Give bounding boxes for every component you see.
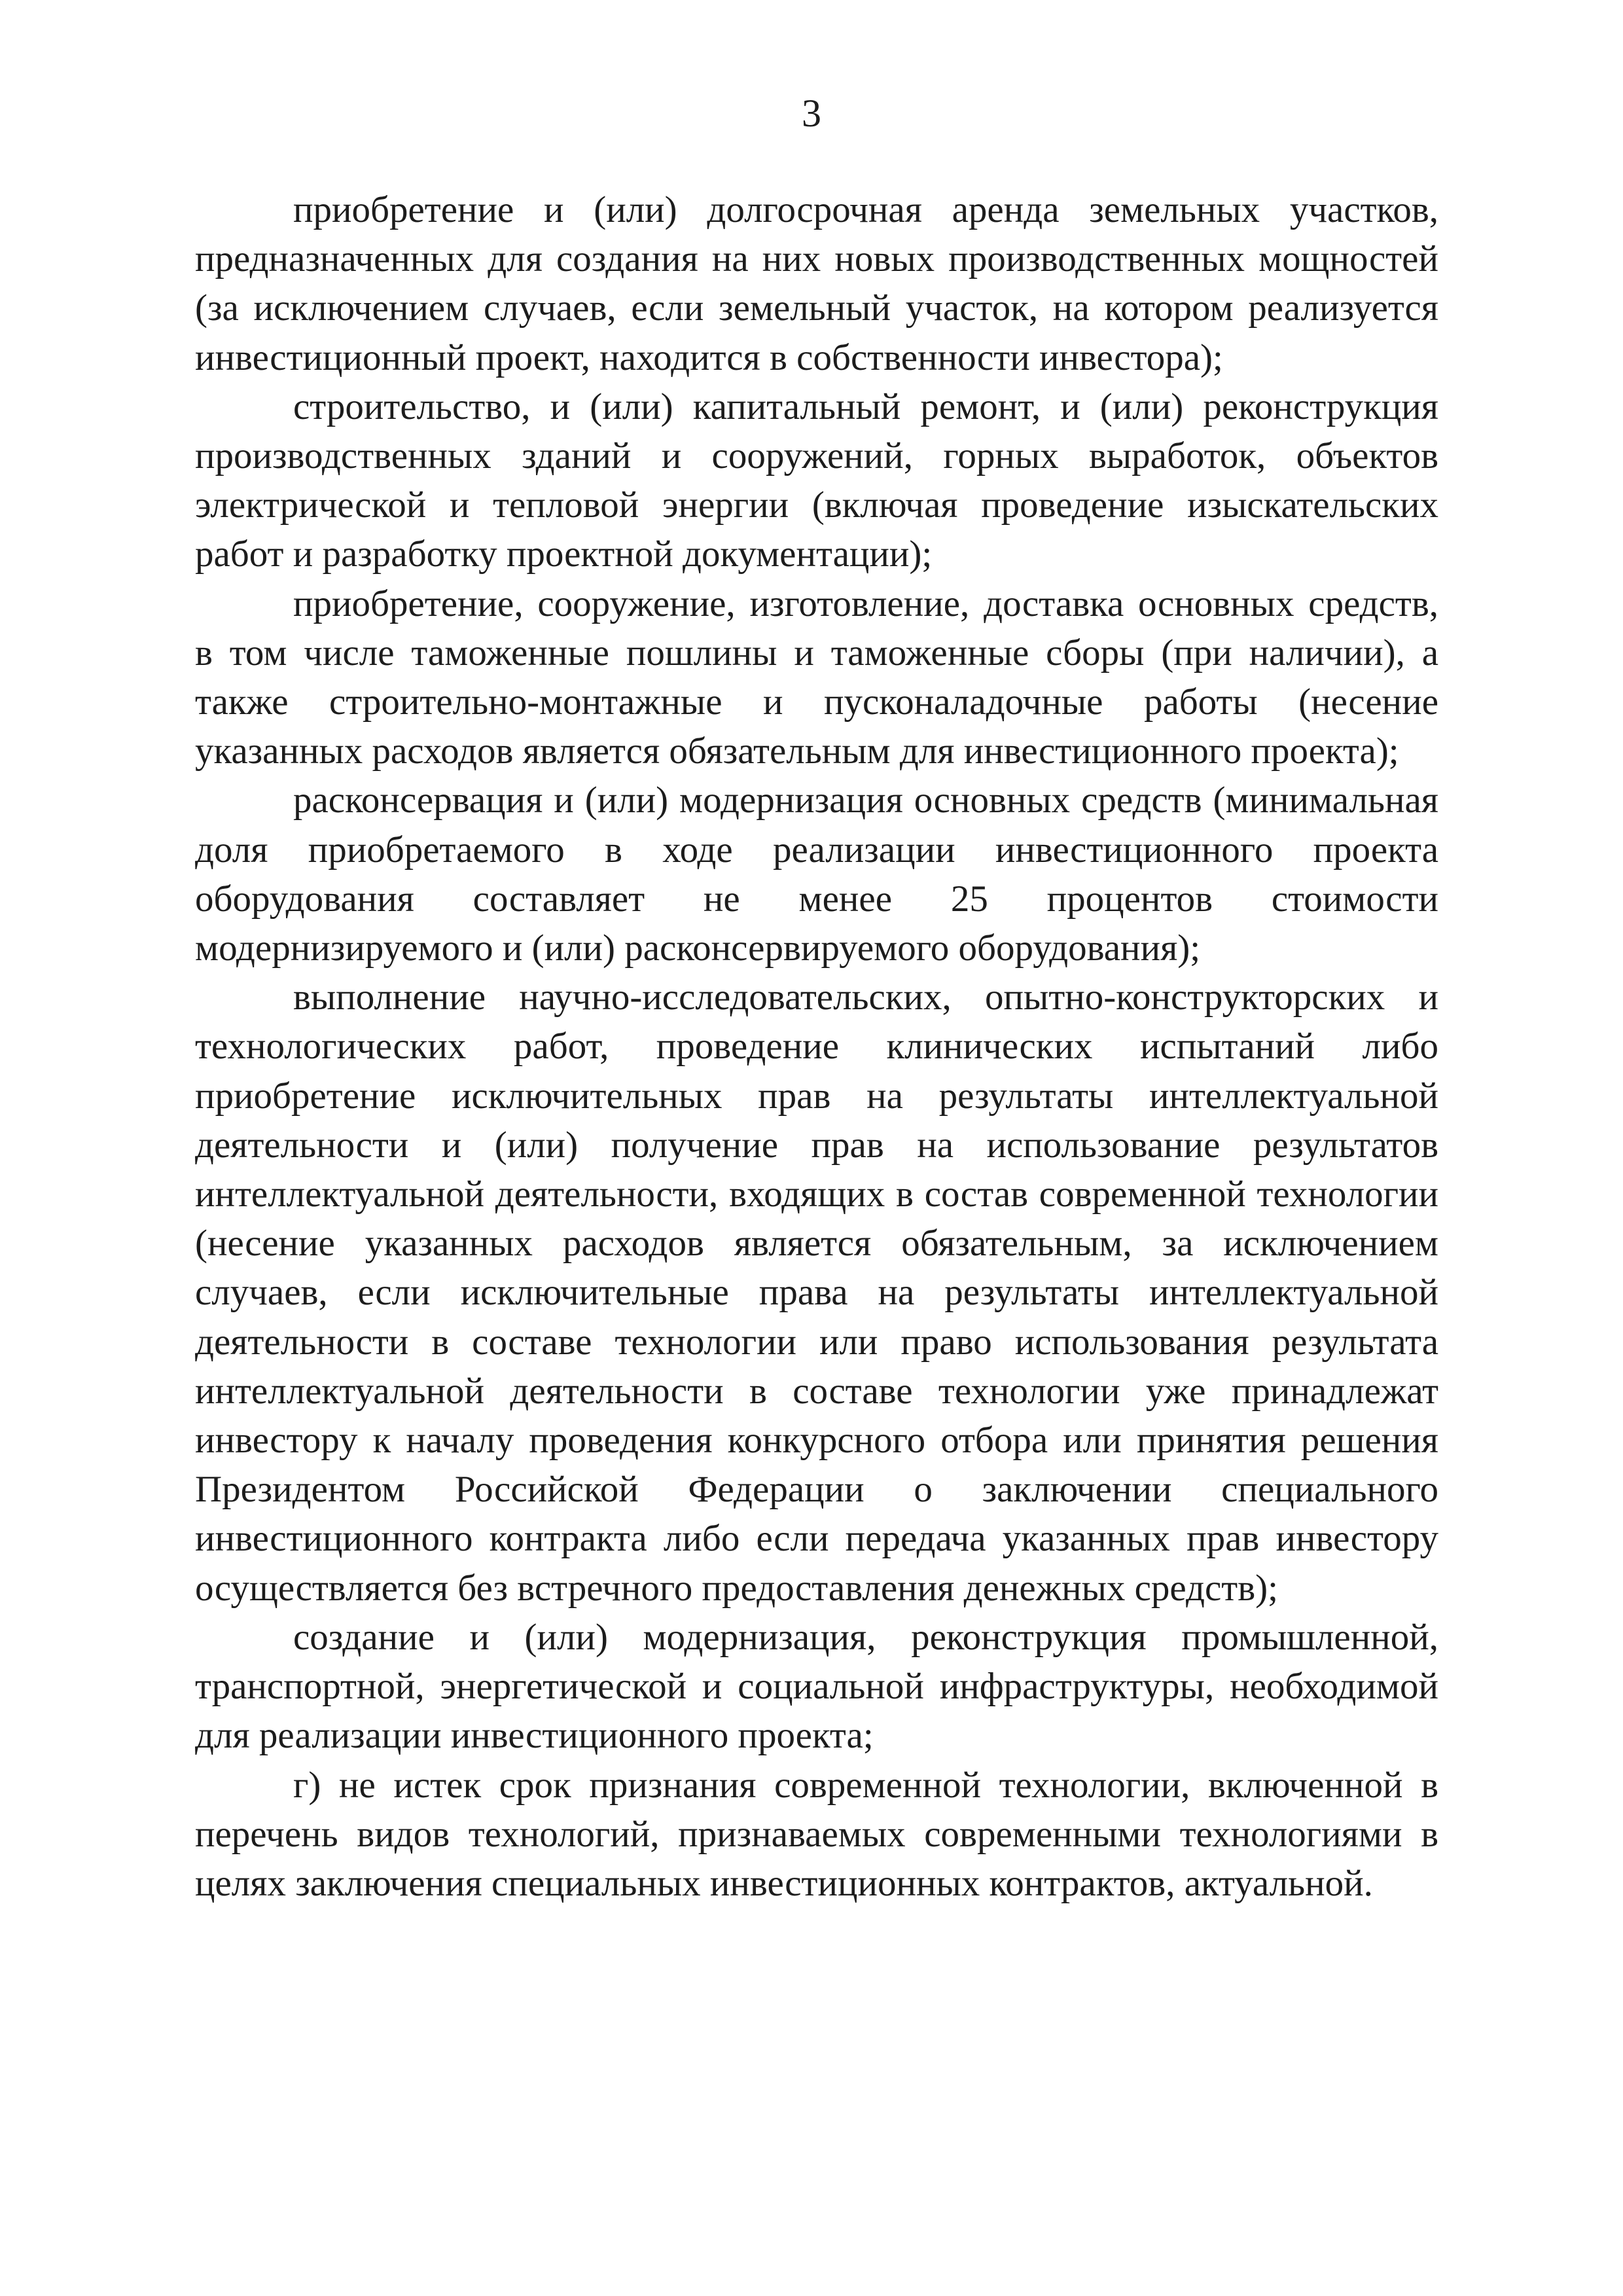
paragraph-technology-term: г) не истек срок признания современной технологии, включенной в перечень видов технологий, признаваемых современными технологиями в целях заключения специальных инвестиционных контрактов, актуальной. [195,1764,1438,1904]
paragraph-research-works: выполнение научно-исследовательских, опытно-конструкторских и технологических работ, проведение клинических испытаний либо приобретение исключительных прав на результаты интеллектуальной деятельности и (или) получение прав на использование результатов интеллектуальной деятельности, входящих в состав современной технологии (несение указанных расходов является обязательным, за исключением случаев, если исключительные права на результаты интеллектуальной деятельности в составе технологии или право использования результата интеллектуальной деятельности в составе технологии уже принадлежат инвестору к началу проведения конкурсного отбора или принятия решения Президентом Российской Федерации о заключении специального инвестиционного контракта либо если передача указанных прав инвестору осуществляется без встречного предоставления денежных средств); [195,977,1438,1609]
paragraph-modernization: расконсервация и (или) модернизация основных средств (минимальная доля приобретаемого в ходе реализации инвестиционного проекта оборудования составляет не менее 25 процентов стоимости модернизируемого и (или) расконсервируемого оборудования); [195,780,1438,969]
paragraph-infrastructure: создание и (или) модернизация, реконструкция промышленной, транспортной, энергетической и социальной инфраструктуры, необходимой для реализации инвестиционного проекта; [195,1616,1438,1757]
paragraph-fixed-assets: приобретение, сооружение, изготовление, доставка основных средств, в том числе таможенные пошлины и таможенные сборы (при наличии), а также строительно-монтажные и пусконаладочные работы (несение указанных расходов является обязательным для инвестиционного проекта); [195,583,1438,772]
paragraph-land-acquisition: приобретение и (или) долгосрочная аренда земельных участков, предназначенных для создания на них новых производственных мощностей (за исключением случаев, если земельный участок, на котором реализуется инвестиционный проект, находится в собственности инвестора); [195,189,1438,378]
document-body [195,185,1438,1908]
paragraph-construction: строительство, и (или) капитальный ремонт, и (или) реконструкция производственных зданий и сооружений, горных выработок, объектов электрической и тепловой энергии (включая проведение изыскательских работ и разработку проектной документации); [195,386,1438,575]
page-number: 3 [802,92,821,135]
